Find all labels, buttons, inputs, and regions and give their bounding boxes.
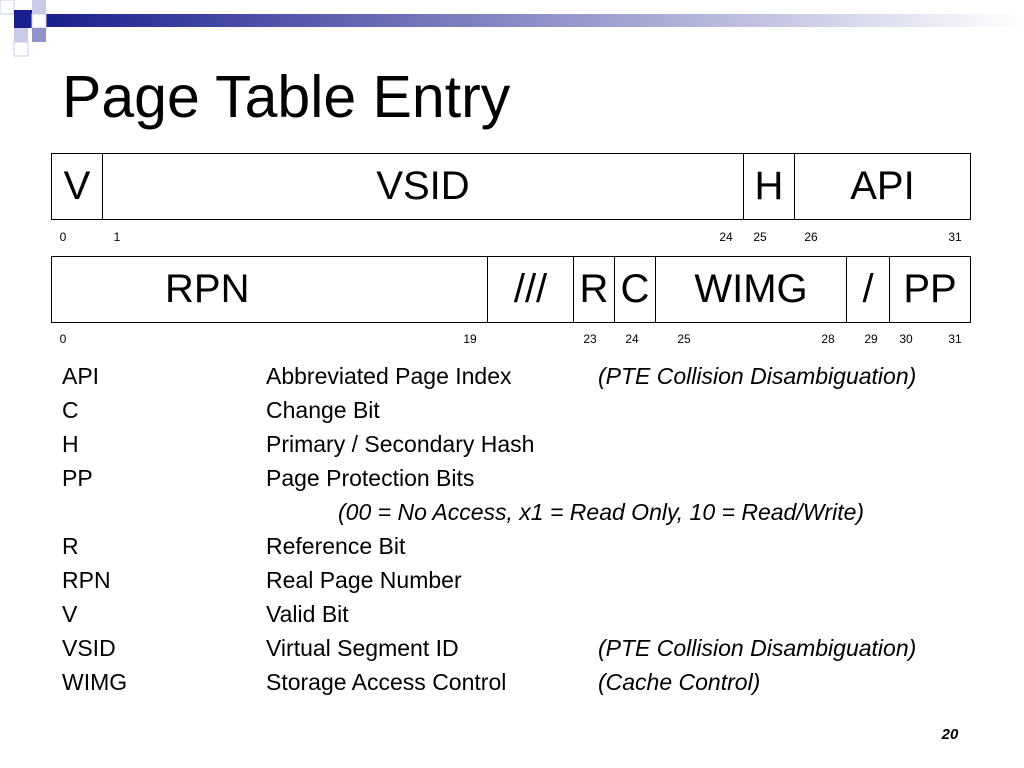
legend-row-pp bbox=[0, 463, 1024, 497]
deco-square bbox=[0, 0, 14, 14]
legend-row-r bbox=[0, 531, 1024, 565]
field-wimg: WIMG bbox=[655, 257, 846, 322]
slide-title: Page Table Entry bbox=[62, 64, 511, 130]
legend-abbr: RPN bbox=[62, 567, 111, 593]
bit-label: 0 bbox=[59, 230, 67, 244]
bit-label: 1 bbox=[113, 230, 121, 244]
legend-desc: Real Page Number bbox=[266, 567, 462, 593]
legend-desc: Valid Bit bbox=[266, 601, 349, 627]
deco-square bbox=[14, 42, 28, 56]
legend-desc: Storage Access Control bbox=[266, 669, 507, 695]
legend-note: (PTE Collision Disambiguation) bbox=[598, 363, 917, 389]
field-legend bbox=[0, 361, 1024, 701]
legend-row-pp-values bbox=[0, 497, 1024, 531]
legend-note: (PTE Collision Disambiguation) bbox=[598, 635, 917, 661]
bit-label: 25 bbox=[677, 332, 691, 346]
bit-label: 31 bbox=[948, 230, 962, 244]
bit-label: 0 bbox=[59, 332, 67, 346]
bit-label: 23 bbox=[583, 332, 597, 346]
header-decoration bbox=[0, 0, 1024, 64]
legend-note: (Cache Control) bbox=[598, 669, 761, 695]
bit-label: 26 bbox=[804, 230, 818, 244]
legend-desc: Virtual Segment ID bbox=[266, 635, 459, 661]
field-reserved-2: / bbox=[846, 257, 889, 322]
bit-label: 30 bbox=[899, 332, 913, 346]
field-reserved: /// bbox=[487, 257, 573, 322]
legend-desc: Change Bit bbox=[266, 397, 380, 423]
legend-row-h bbox=[0, 429, 1024, 463]
legend-row-v bbox=[0, 599, 1024, 633]
field-c: C bbox=[614, 257, 655, 322]
legend-desc: Reference Bit bbox=[266, 533, 406, 559]
field-vsid: VSID bbox=[102, 154, 743, 219]
legend-note: (00 = No Access, x1 = Read Only, 10 = Read/Write) bbox=[338, 499, 865, 525]
deco-square bbox=[32, 28, 46, 42]
field-rpn: RPN bbox=[165, 267, 250, 311]
legend-abbr: WIMG bbox=[62, 669, 128, 695]
legend-row-vsid bbox=[0, 633, 1024, 667]
deco-square bbox=[32, 14, 46, 28]
header-gradient-bar bbox=[46, 14, 1024, 27]
bit-label: 19 bbox=[463, 332, 477, 346]
page-number: 20 bbox=[941, 726, 959, 743]
bit-label: 31 bbox=[948, 332, 962, 346]
legend-row-api bbox=[0, 361, 1024, 395]
field-pp: PP bbox=[889, 257, 970, 322]
legend-row-c bbox=[0, 395, 1024, 429]
field-h: H bbox=[743, 154, 794, 219]
legend-desc: Abbreviated Page Index bbox=[266, 363, 512, 389]
legend-desc: Page Protection Bits bbox=[266, 465, 475, 491]
legend-row-wimg bbox=[0, 667, 1024, 701]
legend-abbr: VSID bbox=[62, 635, 116, 661]
bit-label: 24 bbox=[719, 230, 733, 244]
bit-label: 24 bbox=[625, 332, 639, 346]
pte-word-1 bbox=[51, 256, 971, 323]
legend-row-rpn bbox=[0, 565, 1024, 599]
deco-square bbox=[14, 28, 28, 42]
deco-square bbox=[14, 10, 32, 28]
legend-abbr: API bbox=[62, 363, 100, 389]
bit-label: 29 bbox=[864, 332, 878, 346]
legend-abbr: V bbox=[62, 601, 78, 627]
legend-abbr: R bbox=[62, 533, 79, 559]
field-api: API bbox=[794, 154, 970, 219]
legend-abbr: H bbox=[62, 431, 79, 457]
bit-label: 28 bbox=[821, 332, 835, 346]
legend-abbr: PP bbox=[62, 465, 93, 491]
bit-label: 25 bbox=[753, 230, 767, 244]
field-r: R bbox=[573, 257, 614, 322]
legend-abbr: C bbox=[62, 397, 79, 423]
pte-word-0 bbox=[51, 153, 971, 220]
field-v: V bbox=[63, 164, 91, 208]
legend-desc: Primary / Secondary Hash bbox=[266, 431, 535, 457]
deco-square bbox=[32, 0, 46, 14]
